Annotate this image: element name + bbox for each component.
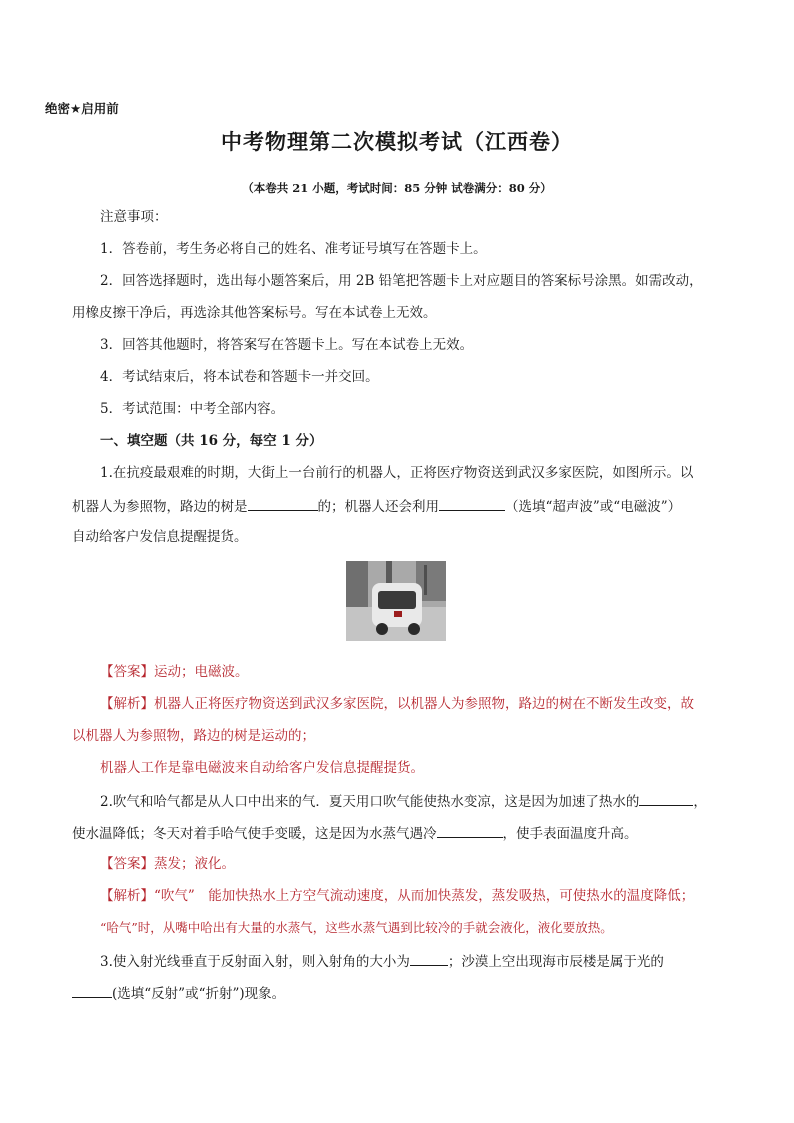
notes-heading: 注意事项：: [100, 209, 168, 225]
q1-blank-1[interactable]: [248, 496, 318, 511]
q1-analysis-text-1: 机器人正将医疗物资送到武汉多家医院，以机器人为参照物，路边的树在不断发生改变，故: [154, 696, 694, 712]
q2-analysis-text-1: “吹气” 能加快热水上方空气流动速度，从而加快蒸发，蒸发吸热，可使热水的温度降低；: [154, 888, 695, 904]
q3-text-b: ；沙漠上空出现海市辰楼是属于光的: [447, 954, 664, 970]
note-item-4: 4．考试结束后，将本试卷和答题卡一并交回。: [100, 369, 379, 385]
delivery-robot-photo: [346, 561, 446, 641]
q1-analysis-text-3: 机器人工作是靠电磁波来自动给客户发信息提醒提货。: [100, 760, 424, 776]
q3-text-c: (选填“反射”或“折射”)现象。: [112, 986, 286, 1002]
q1-text-c: （选填“超声波”或“电磁波”）: [505, 499, 682, 515]
q1-text-a: 机器人为参照物，路边的树是: [72, 499, 248, 515]
q2-analysis: [100, 887, 760, 905]
answer-tag: 【答案】: [100, 664, 154, 680]
q2-analysis-text-2: “哈气”时，从嘴中哈出有大量的水蒸气，这些水蒸气遇到比较冷的手就会液化，液化要放热。: [100, 920, 613, 935]
q1-answer-text: 运动；电磁波。: [154, 664, 249, 680]
q3-text-a: 3.使入射光线垂直于反射面入射，则入射角的大小为: [100, 954, 410, 970]
q1-line-3: 自动给客户发信息提醒提货。: [72, 529, 248, 545]
page-title: 中考物理第二次模拟考试（江西卷）: [221, 130, 573, 154]
q2-text-c: 使水温降低；冬天对着手哈气使手变暖，这是因为水蒸气遇冷: [72, 826, 437, 842]
q1-analysis-text-2: 以机器人为参照物，路边的树是运动的；: [72, 728, 315, 744]
q3-blank-1[interactable]: [410, 951, 448, 966]
q3-line-1: [100, 951, 760, 971]
q2-blank-1[interactable]: [639, 791, 693, 806]
q3-line-2: [72, 983, 732, 1003]
note-item-5: 5．考试范围：中考全部内容。: [100, 401, 285, 417]
answer-tag: 【答案】: [100, 856, 154, 872]
q2-blank-2[interactable]: [437, 823, 503, 838]
q1-analysis: [100, 695, 760, 713]
q2-text-a: 2.吹气和哈气都是从人口中出来的气．夏天用口吹气能使热水变凉，这是因为加速了热水的: [100, 794, 640, 810]
q1-line-1: 1.在抗疫最艰难的时期，大街上一台前行的机器人，正将医疗物资送到武汉多家医院，如图所示。以: [100, 465, 694, 481]
note-item-2: 2．回答选择题时，选出每小题答案后，用 2B 铅笔把答题卡上对应题目的答案标号涂黑。如需改动，: [100, 273, 703, 289]
q2-line-2: [72, 823, 732, 843]
q2-answer-text: 蒸发；液化。: [154, 856, 235, 872]
q1-answer: [100, 663, 760, 681]
note-item-3: 3．回答其他题时，将答案写在答题卡上。写在本试卷上无效。: [100, 337, 474, 353]
note-item-1: 1．答卷前，考生务必将自己的姓名、准考证号填写在答题卡上。: [100, 241, 487, 257]
q2-answer: [100, 855, 760, 873]
analysis-tag: 【解析】: [100, 696, 154, 712]
q1-blank-2[interactable]: [439, 496, 505, 511]
exam-info: （本卷共 21 小题，考试时间：85 分钟 试卷满分：80 分）: [242, 181, 552, 195]
note-item-2-cont: 用橡皮擦干净后，再选涂其他答案标号。写在本试卷上无效。: [72, 305, 437, 321]
q3-blank-2[interactable]: [72, 983, 112, 998]
q1-line-2: [72, 496, 732, 516]
q2-text-d: ，使手表面温度升高。: [502, 826, 638, 842]
analysis-tag: 【解析】: [100, 888, 154, 904]
section-heading: 一、填空题（共 16 分，每空 1 分）: [100, 433, 323, 449]
q2-text-b: ，: [693, 794, 707, 810]
confidential-label: 绝密★启用前: [45, 101, 119, 116]
q2-line-1: [100, 791, 760, 811]
q1-text-b: 的；机器人还会利用: [317, 499, 439, 515]
